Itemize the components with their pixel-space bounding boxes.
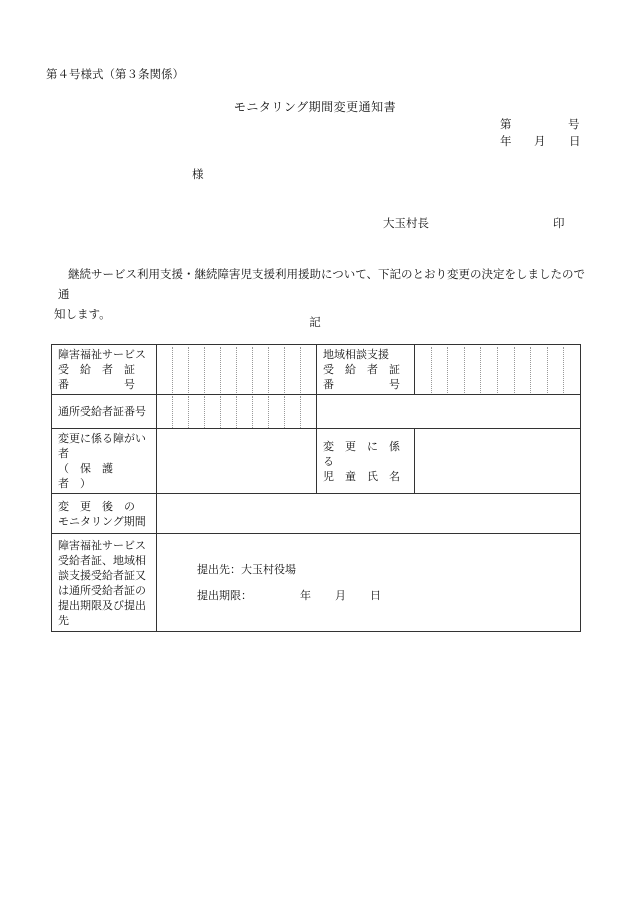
submission-label: 障害福祉サービス 受給者証、地域相 談支援受給者証又 は通所受給者証の 提出期限及び提出 先 [52, 534, 157, 632]
table-row [52, 395, 581, 429]
community-cert-number-label: 地域相談支援 受 給 者 証 番 号 [317, 345, 415, 395]
disabled-person-field[interactable] [157, 429, 317, 494]
submission-deadline: 提出期限： 年 月 日 [197, 588, 381, 602]
table-row [52, 345, 581, 395]
blank-cell [317, 395, 581, 429]
table-row [52, 534, 581, 632]
seal-mark: 印 [553, 216, 565, 230]
date-month-label: 月 [534, 134, 546, 148]
service-cert-number-field[interactable] [157, 345, 317, 395]
ki-heading: 記 [309, 315, 321, 329]
number-label-go: 号 [568, 117, 580, 131]
date-year-label: 年 [500, 134, 512, 148]
submission-details [157, 534, 581, 632]
addressee-suffix: 様 [192, 167, 204, 181]
child-name-field[interactable] [415, 429, 581, 494]
table-row [52, 494, 581, 534]
date-day-label: 日 [569, 134, 581, 148]
child-name-label: 変 更 に 係 る 児 童 氏 名 [317, 429, 415, 494]
service-cert-number-label: 障害福祉サービス 受 給 者 証 番 号 [52, 345, 157, 395]
day-service-cert-label: 通所受給者証番号 [52, 395, 157, 429]
form-number: 第４号様式（第３条関係） [46, 67, 184, 81]
notice-body-line1: 継続サービス利用支援・継続障害児支援利用援助について、下記のとおり変更の決定をしましたので通 [58, 267, 586, 301]
issuer-name: 大玉村長 [383, 216, 429, 230]
document-title: モニタリング期間変更通知書 [233, 100, 397, 114]
table-row [52, 429, 581, 494]
number-label-dai: 第 [500, 117, 512, 131]
submit-to: 提出先：大玉村役場 [197, 562, 296, 576]
monitoring-period-field[interactable] [157, 494, 581, 534]
notice-body-line2: 知します。 [54, 307, 111, 321]
disabled-person-label: 変更に係る障がい者 （ 保 護 者 ） [52, 429, 157, 494]
notice-table [51, 344, 581, 632]
day-service-cert-field[interactable] [157, 395, 317, 429]
monitoring-period-label: 変 更 後 の モニタリング期間 [52, 494, 157, 534]
community-cert-number-field[interactable] [415, 345, 581, 395]
